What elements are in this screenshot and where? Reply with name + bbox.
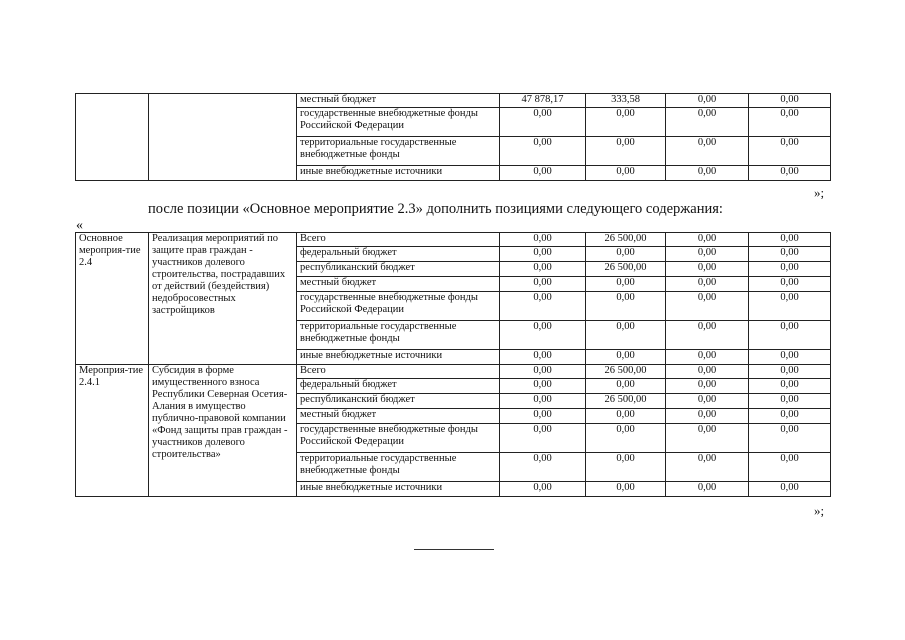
value-cell: 0,00	[749, 277, 831, 292]
value-cell: 0,00	[666, 350, 749, 365]
source-cell: республиканский бюджет	[297, 262, 500, 277]
value-cell: 0,00	[666, 482, 749, 497]
source-cell: иные внебюджетные источники	[297, 350, 500, 365]
closing-quote: »;	[814, 185, 825, 200]
value-cell: 0,00	[749, 233, 831, 247]
value-cell: 0,00	[749, 409, 831, 424]
source-cell: федеральный бюджет	[297, 247, 500, 262]
value-cell: 0,00	[749, 424, 831, 453]
value-cell: 0,00	[749, 350, 831, 365]
activity-code: Основное мероприя-тие 2.4	[76, 233, 149, 365]
source-cell: государственные внебюджетные фонды Российской Федерации	[297, 108, 500, 137]
value-cell: 0,00	[666, 166, 749, 181]
value-cell: 0,00	[500, 166, 586, 181]
value-cell: 0,00	[749, 292, 831, 321]
value-cell: 0,00	[749, 108, 831, 137]
value-cell: 0,00	[500, 137, 586, 166]
source-cell: территориальные государственные внебюджетные фонды	[297, 453, 500, 482]
closing-quote: »;	[814, 503, 825, 518]
value-cell: 0,00	[666, 409, 749, 424]
activity-name: Реализация мероприятий по защите прав граждан - участников долевого строительства, пострадавших от действий (бездействия) недобросовестных застройщиков	[149, 233, 297, 365]
source-cell: республиканский бюджет	[297, 394, 500, 409]
value-cell: 0,00	[586, 409, 666, 424]
value-cell: 0,00	[666, 262, 749, 277]
source-cell: иные внебюджетные источники	[297, 482, 500, 497]
value-cell: 0,00	[500, 247, 586, 262]
value-cell: 0,00	[586, 350, 666, 365]
value-cell: 0,00	[586, 166, 666, 181]
value-cell: 0,00	[586, 424, 666, 453]
value-cell: 26 500,00	[586, 365, 666, 379]
source-cell: иные внебюджетные источники	[297, 166, 500, 181]
value-cell: 0,00	[666, 94, 749, 108]
value-cell: 0,00	[666, 247, 749, 262]
value-cell: 0,00	[586, 292, 666, 321]
value-cell: 0,00	[666, 277, 749, 292]
value-cell: 0,00	[666, 321, 749, 350]
value-cell: 0,00	[500, 424, 586, 453]
value-cell: 0,00	[749, 247, 831, 262]
value-cell: 0,00	[586, 108, 666, 137]
value-cell: 0,00	[666, 292, 749, 321]
opening-quote: «	[76, 218, 83, 233]
value-cell: 0,00	[749, 365, 831, 379]
value-cell: 0,00	[749, 321, 831, 350]
value-cell: 26 500,00	[586, 262, 666, 277]
value-cell: 0,00	[500, 277, 586, 292]
value-cell: 0,00	[749, 262, 831, 277]
value-cell: 0,00	[666, 379, 749, 394]
table-row	[76, 233, 831, 247]
value-cell: 0,00	[586, 137, 666, 166]
value-cell: 0,00	[586, 379, 666, 394]
source-cell: федеральный бюджет	[297, 379, 500, 394]
value-cell: 0,00	[500, 379, 586, 394]
value-cell: 0,00	[500, 233, 586, 247]
activity-name: Субсидия в форме имущественного взноса Республики Северная Осетия-Алания в имущество публично-правовой компании «Фонд защиты прав граждан - участников долевого строительства»	[149, 365, 297, 497]
value-cell: 0,00	[500, 262, 586, 277]
value-cell: 0,00	[749, 453, 831, 482]
value-cell: 0,00	[586, 247, 666, 262]
value-cell: 0,00	[666, 453, 749, 482]
source-cell: местный бюджет	[297, 409, 500, 424]
value-cell: 0,00	[749, 379, 831, 394]
source-cell: Всего	[297, 365, 500, 379]
value-cell: 0,00	[500, 292, 586, 321]
value-cell: 0,00	[500, 321, 586, 350]
value-cell: 333,58	[586, 94, 666, 108]
value-cell: 0,00	[666, 394, 749, 409]
source-cell: государственные внебюджетные фонды Российской Федерации	[297, 292, 500, 321]
value-cell: 47 878,17	[500, 94, 586, 108]
value-cell: 0,00	[500, 482, 586, 497]
value-cell: 0,00	[586, 277, 666, 292]
value-cell: 0,00	[749, 482, 831, 497]
table-row	[76, 365, 831, 379]
value-cell: 0,00	[500, 453, 586, 482]
value-cell: 0,00	[500, 350, 586, 365]
funding-table-continued	[75, 93, 831, 181]
value-cell: 0,00	[666, 233, 749, 247]
value-cell: 0,00	[586, 482, 666, 497]
table-row	[76, 94, 831, 108]
value-cell: 0,00	[666, 424, 749, 453]
value-cell: 0,00	[500, 365, 586, 379]
source-cell: государственные внебюджетные фонды Российской Федерации	[297, 424, 500, 453]
activity-code: Мероприя-тие 2.4.1	[76, 365, 149, 497]
value-cell: 0,00	[749, 94, 831, 108]
value-cell: 0,00	[749, 137, 831, 166]
footer-divider	[414, 549, 494, 550]
value-cell: 0,00	[749, 166, 831, 181]
source-cell: Всего	[297, 233, 500, 247]
name-cell	[149, 94, 297, 181]
code-cell	[76, 94, 149, 181]
funding-table-new	[75, 232, 831, 497]
value-cell: 26 500,00	[586, 233, 666, 247]
source-cell: территориальные государственные внебюджетные фонды	[297, 321, 500, 350]
value-cell: 0,00	[586, 321, 666, 350]
source-cell: территориальные государственные внебюджетные фонды	[297, 137, 500, 166]
value-cell: 26 500,00	[586, 394, 666, 409]
value-cell: 0,00	[666, 108, 749, 137]
value-cell: 0,00	[500, 409, 586, 424]
value-cell: 0,00	[749, 394, 831, 409]
value-cell: 0,00	[500, 108, 586, 137]
value-cell: 0,00	[500, 394, 586, 409]
source-cell: местный бюджет	[297, 277, 500, 292]
value-cell: 0,00	[666, 137, 749, 166]
value-cell: 0,00	[586, 453, 666, 482]
value-cell: 0,00	[666, 365, 749, 379]
amendment-sentence: после позиции «Основное мероприятие 2.3» дополнить позициями следующего содержания:	[148, 201, 723, 217]
source-cell: местный бюджет	[297, 94, 500, 108]
